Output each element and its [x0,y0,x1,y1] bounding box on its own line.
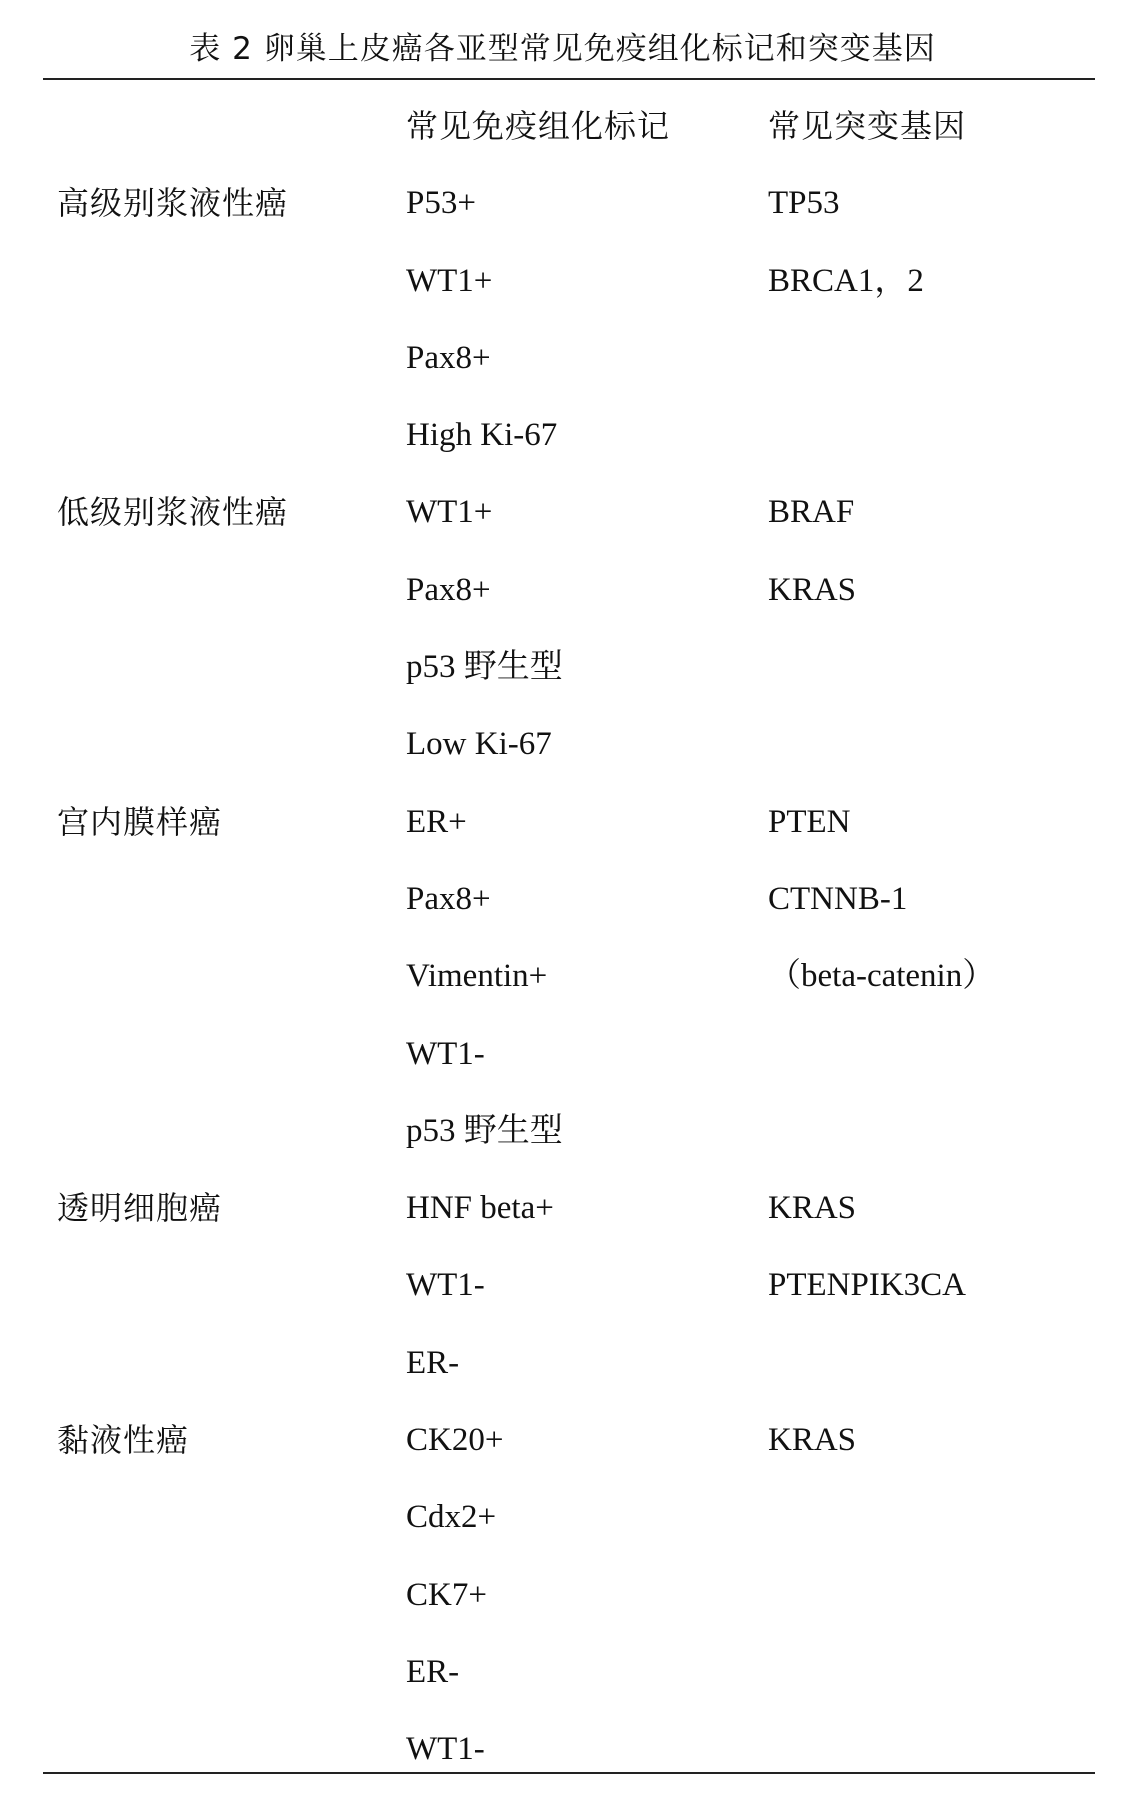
marker-cell: ER- [406,1653,460,1690]
marker-cell: ER+ [406,803,467,840]
marker-cell: Low Ki-67 [406,726,552,763]
table-row [0,706,1125,783]
table-row [0,243,1125,320]
gene-cell: （beta-catenin） [768,958,996,995]
subtype-cell: 宫内膜样癌 [57,802,223,841]
header-gene: 常见突变基因 [768,107,967,145]
marker-cell: p53 野生型 [406,649,563,686]
gene-cell: BRCA1，2 [768,262,924,299]
marker-cell: WT1- [406,1035,485,1072]
table-row [0,320,1125,397]
subtype-cell: 黏液性癌 [57,1421,190,1460]
table-row [0,784,1125,861]
table-row [0,1247,1125,1324]
table-header-row [0,88,1125,165]
marker-cell: p53 野生型 [406,1112,563,1149]
table-row [0,165,1125,242]
marker-cell: P53+ [406,185,476,222]
table-row [0,1325,1125,1402]
marker-cell: WT1+ [406,262,493,299]
table-row [0,1557,1125,1634]
bottom-rule [43,1772,1095,1774]
table-row [0,629,1125,706]
table-row [0,1016,1125,1093]
marker-cell: Pax8+ [406,571,491,608]
marker-cell: WT1- [406,1267,485,1304]
table-row [0,1170,1125,1247]
marker-cell: ER- [406,1344,460,1381]
top-rule [43,78,1095,80]
subtype-cell: 高级别浆液性癌 [57,184,289,223]
gene-cell: KRAS [768,1422,857,1459]
table-body [0,165,1125,1788]
marker-cell: CK7+ [406,1576,487,1613]
marker-cell: Pax8+ [406,880,491,917]
gene-cell: KRAS [768,571,857,608]
marker-cell: Pax8+ [406,339,491,376]
marker-cell: WT1+ [406,494,493,531]
table-row [0,861,1125,938]
marker-cell: HNF beta+ [406,1190,554,1227]
subtype-cell: 透明细胞癌 [57,1189,223,1228]
gene-cell: KRAS [768,1190,857,1227]
table-row [0,474,1125,551]
table-row [0,397,1125,474]
table-row [0,1634,1125,1711]
marker-cell: CK20+ [406,1422,504,1459]
table-row [0,1093,1125,1170]
table-row [0,552,1125,629]
marker-cell: High Ki-67 [406,417,558,454]
subtype-table [0,88,1125,1789]
table-row [0,1479,1125,1556]
header-marker: 常见免疫组化标记 [406,107,671,145]
subtype-cell: 低级别浆液性癌 [57,493,289,532]
marker-cell: Cdx2+ [406,1499,497,1536]
gene-cell: PTENPIK3CA [768,1267,967,1304]
marker-cell: Vimentin+ [406,958,548,995]
table-row [0,1711,1125,1788]
table-row [0,938,1125,1015]
gene-cell: PTEN [768,803,851,840]
marker-cell: WT1- [406,1731,485,1768]
gene-cell: CTNNB-1 [768,880,908,917]
gene-cell: TP53 [768,185,840,222]
gene-cell: BRAF [768,494,855,531]
table-caption: 表 2 卵巢上皮癌各亚型常见免疫组化标记和突变基因 [189,31,936,67]
table-row [0,1402,1125,1479]
